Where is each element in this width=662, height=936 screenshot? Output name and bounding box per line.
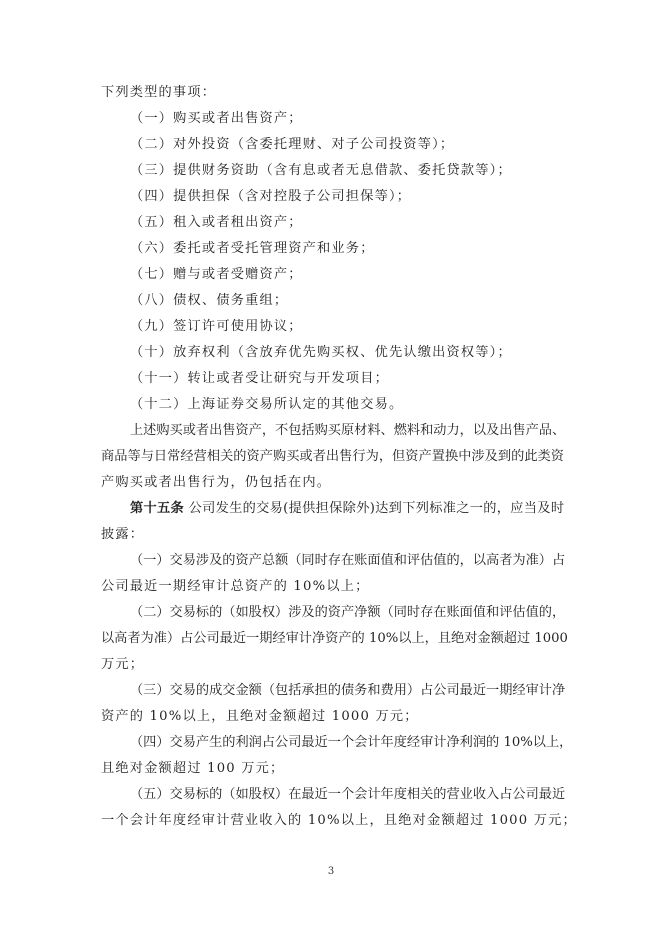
list-item: （七）赠与或者受赠资产； — [130, 267, 303, 282]
list-item: （六）委托或者受托管理资产和业务； — [130, 241, 375, 256]
transaction-type-list — [101, 106, 564, 418]
paragraph-line: 产购买或者出售行为，仍包括在内。 — [101, 475, 332, 490]
criteria-line: （四）交易产生的利润占公司最近一个会计年度经审计净利润的 10%以上， — [130, 735, 573, 750]
list-item: （九）签订许可使用协议； — [130, 319, 303, 334]
list-item: （一）购买或者出售资产； — [130, 111, 303, 126]
article-text-line: 披露： — [101, 527, 145, 542]
list-item: （十）放弃权利（含放弃优先购买权、优先认缴出资权等）； — [130, 345, 512, 360]
paragraph-line: 上述购买或者出售资产，不包括购买原材料、燃料和动力，以及出售产品、 — [130, 423, 566, 438]
criteria-list — [101, 548, 577, 834]
article-heading-line — [101, 496, 564, 522]
criteria-line: （二）交易标的（如股权）涉及的资产净额（同时存在账面值和评估值的， — [130, 605, 566, 620]
criteria-line: （一）交易涉及的资产总额（同时存在账面值和评估值的，以高者为准）占 — [130, 553, 566, 568]
document-body — [101, 80, 577, 834]
note-paragraph — [101, 418, 564, 496]
list-item: （十一）转让或者受让研究与开发项目； — [130, 371, 389, 386]
criteria-line: 且绝对金额超过 100 万元； — [101, 761, 285, 776]
criteria-line: （三）交易的成交金额（包括承担的债务和费用）占公司最近一期经审计净 — [130, 683, 566, 698]
list-item: （八）债权、债务重组； — [130, 293, 289, 308]
list-item: （十二）上海证券交易所认定的其他交易。 — [130, 397, 404, 412]
criteria-line: （五）交易标的（如股权）在最近一个会计年度相关的营业收入占公司最近 — [130, 787, 566, 802]
list-item: （四）提供担保（含对控股子公司担保等）； — [130, 189, 412, 204]
criteria-line: 公司最近一期经审计总资产的 10%以上； — [101, 579, 370, 594]
criteria-line: 资产的 10%以上，且绝对金额超过 1000 万元； — [101, 709, 419, 724]
list-item: （二）对外投资（含委托理财、对子公司投资等）； — [130, 137, 455, 152]
criteria-line: 万元； — [101, 657, 145, 672]
page-number: 3 — [327, 866, 335, 877]
list-item: （三）提供财务资助（含有息或者无息借款、委托贷款等）； — [130, 163, 512, 178]
article-number: 第十五条 — [130, 501, 185, 516]
paragraph-line: 商品等与日常经营相关的资产购买或者出售行为，但资产置换中涉及到的此类资 — [101, 449, 564, 464]
criteria-line: 以高者为准）占公司最近一期经审计净资产的 10%以上，且绝对金额超过 1000 — [101, 631, 568, 646]
list-item: （五）租入或者租出资产； — [130, 215, 303, 230]
article-text: 公司发生的交易(提供担保除外)达到下列标准之一的，应当及时 — [184, 501, 565, 516]
criteria-line: 一个会计年度经审计营业收入的 10%以上，且绝对金额超过 1000 万元； — [101, 813, 577, 828]
intro-line: 下列类型的事项： — [101, 85, 217, 100]
